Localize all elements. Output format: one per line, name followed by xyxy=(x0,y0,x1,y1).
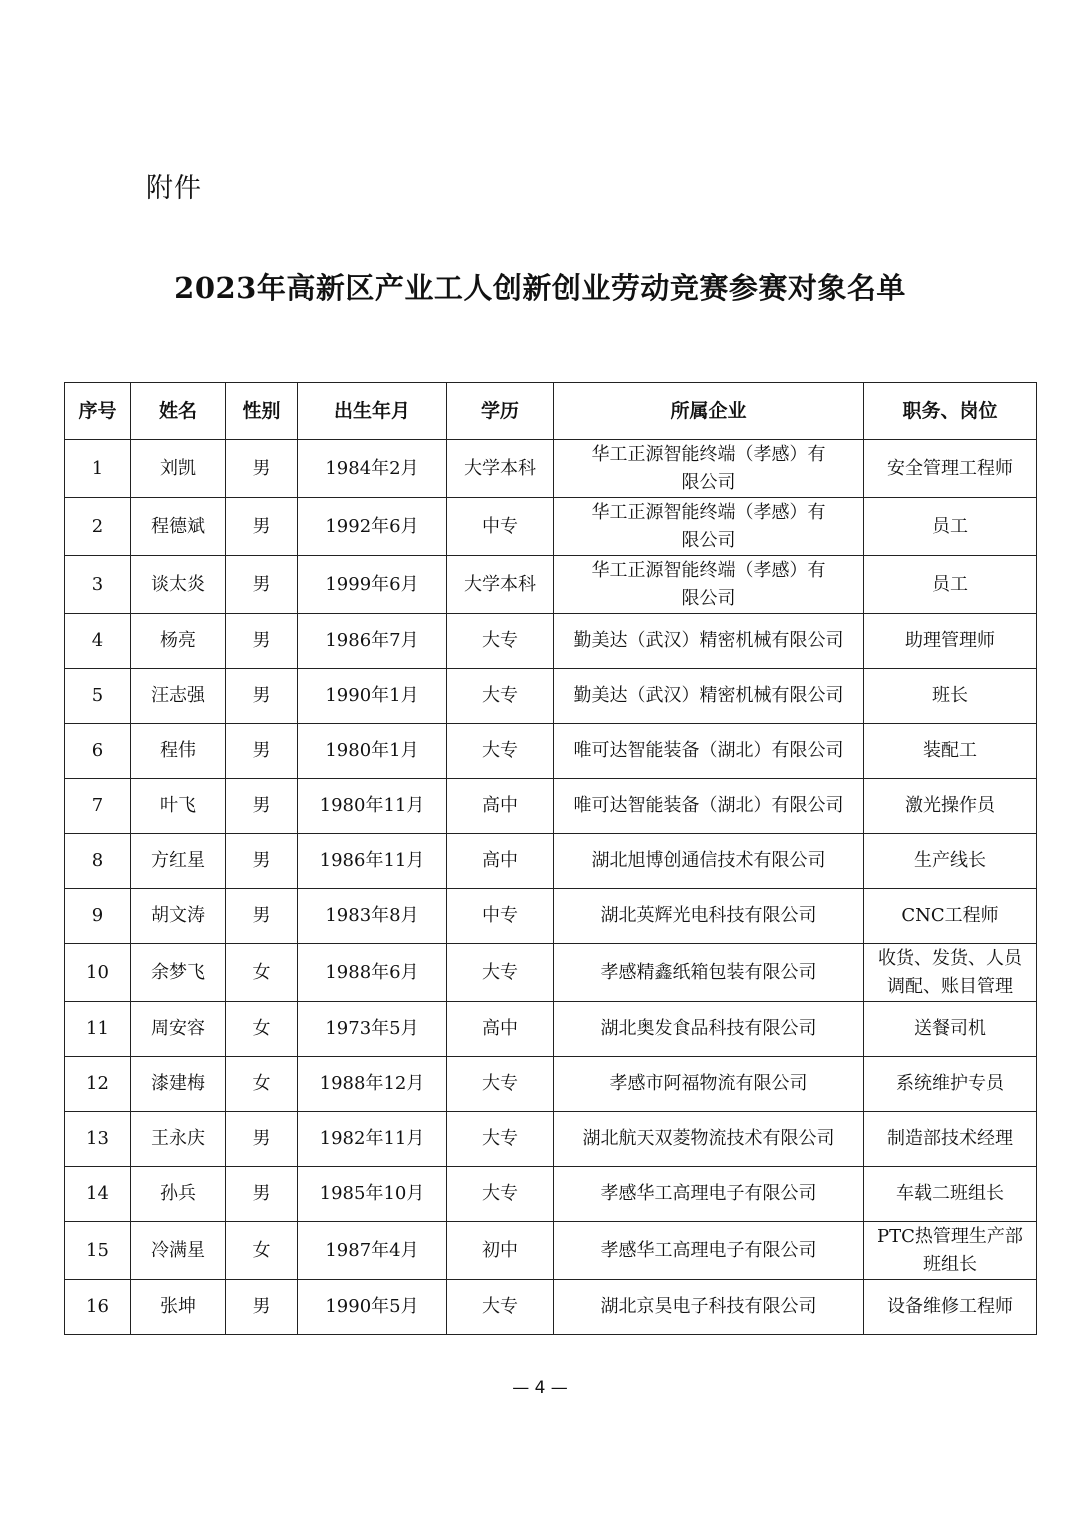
cell-index: 4 xyxy=(65,614,131,669)
cell-company: 孝感精鑫纸箱包装有限公司 xyxy=(554,944,864,1002)
cell-gender: 男 xyxy=(226,834,298,889)
cell-company: 华工正源智能终端（孝感）有限公司 xyxy=(554,498,864,556)
cell-company: 孝感华工高理电子有限公司 xyxy=(554,1167,864,1222)
table-row xyxy=(65,1057,1037,1112)
cell-index: 14 xyxy=(65,1167,131,1222)
cell-position: 系统维护专员 xyxy=(864,1057,1037,1112)
cell-gender: 男 xyxy=(226,498,298,556)
cell-company: 孝感市阿福物流有限公司 xyxy=(554,1057,864,1112)
cell-index: 2 xyxy=(65,498,131,556)
cell-name: 张坤 xyxy=(131,1280,226,1335)
cell-gender: 女 xyxy=(226,1057,298,1112)
table-row xyxy=(65,724,1037,779)
cell-education: 中专 xyxy=(447,498,554,556)
cell-education: 大学本科 xyxy=(447,556,554,614)
cell-birth: 1980年11月 xyxy=(298,779,447,834)
cell-position: 助理管理师 xyxy=(864,614,1037,669)
cell-education: 大专 xyxy=(447,1167,554,1222)
cell-name: 王永庆 xyxy=(131,1112,226,1167)
cell-index: 15 xyxy=(65,1222,131,1280)
cell-education: 初中 xyxy=(447,1222,554,1280)
cell-name: 胡文涛 xyxy=(131,889,226,944)
cell-name: 杨亮 xyxy=(131,614,226,669)
cell-name: 程德斌 xyxy=(131,498,226,556)
cell-gender: 男 xyxy=(226,614,298,669)
cell-birth: 1985年10月 xyxy=(298,1167,447,1222)
cell-education: 大专 xyxy=(447,1112,554,1167)
table-row xyxy=(65,779,1037,834)
cell-birth: 1990年1月 xyxy=(298,669,447,724)
cell-index: 5 xyxy=(65,669,131,724)
cell-birth: 1982年11月 xyxy=(298,1112,447,1167)
cell-gender: 女 xyxy=(226,1222,298,1280)
cell-education: 大专 xyxy=(447,669,554,724)
table-row xyxy=(65,1280,1037,1335)
table-row xyxy=(65,944,1037,1002)
cell-position: 安全管理工程师 xyxy=(864,440,1037,498)
cell-company: 湖北京昊电子科技有限公司 xyxy=(554,1280,864,1335)
cell-education: 大专 xyxy=(447,944,554,1002)
cell-company: 勤美达（武汉）精密机械有限公司 xyxy=(554,614,864,669)
cell-position: 装配工 xyxy=(864,724,1037,779)
cell-birth: 1988年6月 xyxy=(298,944,447,1002)
cell-education: 大学本科 xyxy=(447,440,554,498)
cell-company: 湖北奥发食品科技有限公司 xyxy=(554,1002,864,1057)
cell-education: 大专 xyxy=(447,724,554,779)
cell-position: 员工 xyxy=(864,556,1037,614)
cell-name: 孙兵 xyxy=(131,1167,226,1222)
cell-name: 汪志强 xyxy=(131,669,226,724)
column-header-index: 序号 xyxy=(65,383,131,440)
document-title: 2023年高新区产业工人创新创业劳动竞赛参赛对象名单 xyxy=(174,271,906,305)
cell-gender: 男 xyxy=(226,1167,298,1222)
cell-birth: 1983年8月 xyxy=(298,889,447,944)
cell-index: 1 xyxy=(65,440,131,498)
table-row xyxy=(65,440,1037,498)
cell-birth: 1999年6月 xyxy=(298,556,447,614)
table-row xyxy=(65,498,1037,556)
table-row xyxy=(65,1167,1037,1222)
cell-index: 12 xyxy=(65,1057,131,1112)
cell-birth: 1980年1月 xyxy=(298,724,447,779)
cell-gender: 男 xyxy=(226,724,298,779)
cell-education: 大专 xyxy=(447,1280,554,1335)
table-row xyxy=(65,556,1037,614)
cell-education: 中专 xyxy=(447,889,554,944)
cell-company: 唯可达智能装备（湖北）有限公司 xyxy=(554,724,864,779)
cell-birth: 1986年11月 xyxy=(298,834,447,889)
cell-position: 送餐司机 xyxy=(864,1002,1037,1057)
cell-birth: 1990年5月 xyxy=(298,1280,447,1335)
cell-index: 10 xyxy=(65,944,131,1002)
cell-education: 高中 xyxy=(447,779,554,834)
cell-birth: 1992年6月 xyxy=(298,498,447,556)
cell-education: 高中 xyxy=(447,1002,554,1057)
cell-index: 11 xyxy=(65,1002,131,1057)
cell-gender: 男 xyxy=(226,779,298,834)
cell-birth: 1984年2月 xyxy=(298,440,447,498)
page-number: — 4 — xyxy=(512,1378,568,1398)
cell-position: CNC工程师 xyxy=(864,889,1037,944)
cell-company: 华工正源智能终端（孝感）有限公司 xyxy=(554,556,864,614)
cell-company: 华工正源智能终端（孝感）有限公司 xyxy=(554,440,864,498)
column-header-position: 职务、岗位 xyxy=(864,383,1037,440)
cell-name: 叶飞 xyxy=(131,779,226,834)
column-header-name: 姓名 xyxy=(131,383,226,440)
cell-company: 湖北英辉光电科技有限公司 xyxy=(554,889,864,944)
column-header-birth: 出生年月 xyxy=(298,383,447,440)
column-header-education: 学历 xyxy=(447,383,554,440)
cell-position: PTC热管理生产部班组长 xyxy=(864,1222,1037,1280)
cell-gender: 男 xyxy=(226,440,298,498)
cell-name: 刘凯 xyxy=(131,440,226,498)
cell-name: 漆建梅 xyxy=(131,1057,226,1112)
cell-position: 生产线长 xyxy=(864,834,1037,889)
cell-education: 大专 xyxy=(447,1057,554,1112)
cell-gender: 男 xyxy=(226,669,298,724)
cell-position: 班长 xyxy=(864,669,1037,724)
cell-name: 方红星 xyxy=(131,834,226,889)
cell-index: 8 xyxy=(65,834,131,889)
cell-education: 大专 xyxy=(447,614,554,669)
cell-name: 周安容 xyxy=(131,1002,226,1057)
cell-position: 激光操作员 xyxy=(864,779,1037,834)
cell-company: 唯可达智能装备（湖北）有限公司 xyxy=(554,779,864,834)
cell-education: 高中 xyxy=(447,834,554,889)
cell-company: 湖北航天双菱物流技术有限公司 xyxy=(554,1112,864,1167)
cell-company: 孝感华工高理电子有限公司 xyxy=(554,1222,864,1280)
cell-position: 车载二班组长 xyxy=(864,1167,1037,1222)
cell-gender: 男 xyxy=(226,1112,298,1167)
cell-index: 7 xyxy=(65,779,131,834)
table-row xyxy=(65,834,1037,889)
cell-position: 设备维修工程师 xyxy=(864,1280,1037,1335)
cell-position: 制造部技术经理 xyxy=(864,1112,1037,1167)
cell-name: 冷满星 xyxy=(131,1222,226,1280)
cell-index: 6 xyxy=(65,724,131,779)
table-row xyxy=(65,889,1037,944)
table-row xyxy=(65,669,1037,724)
cell-gender: 女 xyxy=(226,1002,298,1057)
cell-index: 13 xyxy=(65,1112,131,1167)
table-row xyxy=(65,1002,1037,1057)
table-row xyxy=(65,1112,1037,1167)
cell-gender: 男 xyxy=(226,1280,298,1335)
cell-name: 程伟 xyxy=(131,724,226,779)
cell-gender: 男 xyxy=(226,556,298,614)
cell-gender: 女 xyxy=(226,944,298,1002)
cell-birth: 1973年5月 xyxy=(298,1002,447,1057)
cell-gender: 男 xyxy=(226,889,298,944)
cell-position: 员工 xyxy=(864,498,1037,556)
column-header-gender: 性别 xyxy=(226,383,298,440)
cell-birth: 1988年12月 xyxy=(298,1057,447,1112)
cell-name: 余梦飞 xyxy=(131,944,226,1002)
table-row xyxy=(65,1222,1037,1280)
cell-position: 收货、发货、人员调配、账目管理 xyxy=(864,944,1037,1002)
cell-company: 湖北旭博创通信技术有限公司 xyxy=(554,834,864,889)
cell-birth: 1986年7月 xyxy=(298,614,447,669)
table-row xyxy=(65,614,1037,669)
cell-birth: 1987年4月 xyxy=(298,1222,447,1280)
cell-index: 3 xyxy=(65,556,131,614)
cell-company: 勤美达（武汉）精密机械有限公司 xyxy=(554,669,864,724)
table-header-row xyxy=(65,383,1037,440)
column-header-company: 所属企业 xyxy=(554,383,864,440)
cell-name: 谈太炎 xyxy=(131,556,226,614)
cell-index: 16 xyxy=(65,1280,131,1335)
cell-index: 9 xyxy=(65,889,131,944)
attachment-label: 附件 xyxy=(146,173,202,204)
participant-table xyxy=(64,382,1037,1335)
